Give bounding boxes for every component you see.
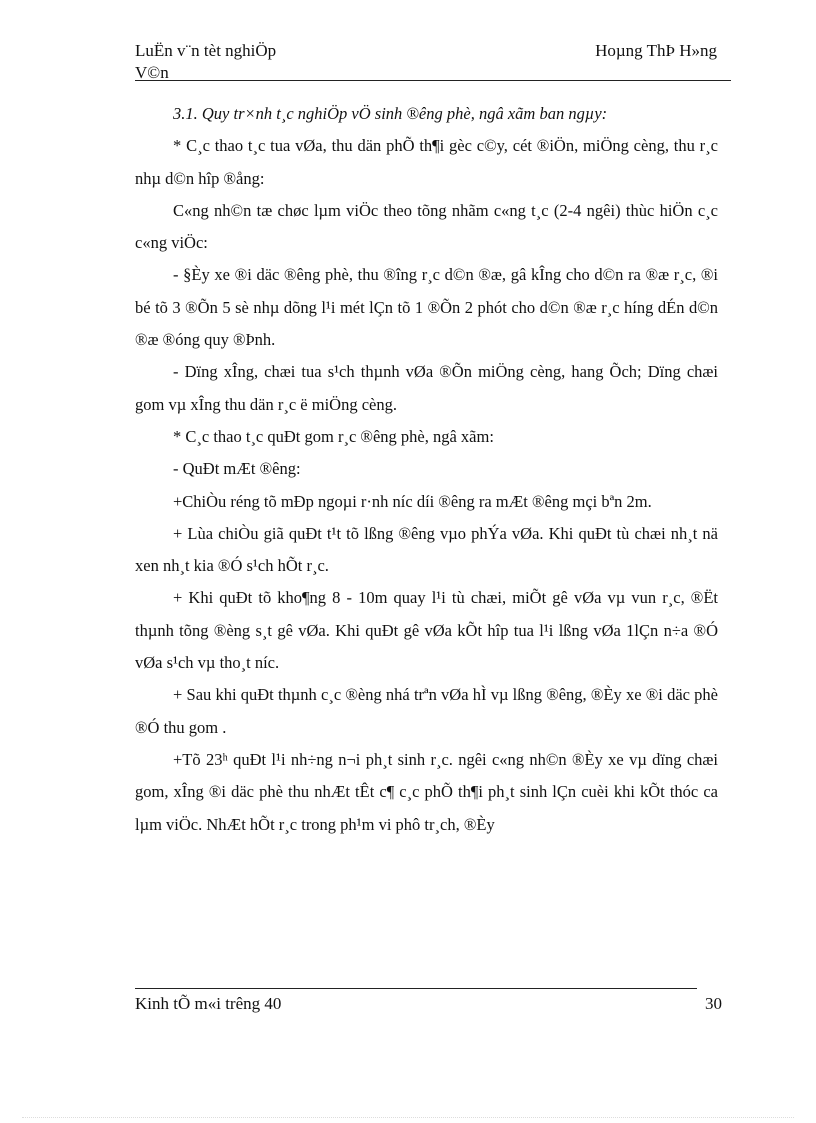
paragraph: - QuÐt mÆt ®êng: xyxy=(173,459,301,479)
header-author: Hoµng ThÞ H»ng xyxy=(595,41,717,60)
paragraph: * C¸c thao t¸c quÐt gom r¸c ®êng phè, ngâ xãm: xyxy=(173,426,494,446)
page-header xyxy=(135,38,731,81)
paragraph: +ChiÒu réng tõ mÐp ngoµi r·nh níc díi ®êng ra mÆt ®êng mçi bªn 2m. xyxy=(173,491,652,511)
paragraph: + Lùa chiÒu giã quÐt t¹t tõ lßng ®êng vµo phÝa vØa. Khi quÐt tù chæi nh¸t nä xen nh¸t kia ®Ó s¹ch hÕt r¸c. xyxy=(135,523,718,576)
header-thesis-title-cont: V©n xyxy=(135,63,169,82)
header-thesis-title: LuËn v¨n tèt nghiÖp xyxy=(135,41,277,60)
page-number: 30 xyxy=(705,994,722,1013)
paragraph: * C¸c thao t¸c tua vØa, thu dän phÕ th¶i gèc c©y, cét ®iÖn, miÖng cèng, thu r¸c nhµ d©n hîp ®ång: xyxy=(135,136,718,188)
page-edge-divider xyxy=(22,1117,794,1118)
page-body xyxy=(135,98,718,841)
paragraph: C«ng nh©n tæ chøc lµm viÖc theo tõng nhãm c«ng t¸c (2-4 ngêi) thùc hiÖn c¸c c«ng viÖc: xyxy=(135,200,718,253)
paragraph: - §Èy xe ®i däc ®êng phè, thu ®îng r¸c d©n ®æ, gâ kÎng cho d©n ra ®æ r¸c, ®i bé tõ 3 ®Õn 5 sè nhµ dõng l¹i mét lÇn tõ 1 ®Õn 2 phót cho d©n ®æ r¸c híng dÉn d©n ®æ ®óng quy ®Þnh. xyxy=(135,265,718,350)
paragraph: + Khi quÐt tõ kho¶ng 8 - 10m quay l¹i tù chæi, miÕt gê vØa vµ vun r¸c, ®Ët thµnh tõng ®èng s¸t gê vØa. Khi quÐt gê vØa kÕt hîp tua l¹i lßng vØa 1lÇn n÷a ®Ó vØa s¹ch vµ tho¸t níc. xyxy=(135,588,718,673)
paragraph: + Sau khi quÐt thµnh c¸c ®èng nhá trªn vØa hÌ vµ lßng ®êng, ®Èy xe ®i däc phè ®Ó thu gom . xyxy=(135,685,718,737)
header-left xyxy=(135,40,395,84)
paragraph: +Tõ 23ʰ quÐt l¹i nh÷ng n¬i ph¸t sinh r¸c. ngêi c«ng nh©n ®Èy xe vµ dïng chæi gom, xÎng ®i däc phè thu nhÆt tÊt c¶ c¸c phÕ th¶i ph¸t sinh lÇn cuèi khi kÕt thóc ca lµm viÖc. NhÆt hÕt r¸c trong ph¹m vi phô tr¸ch, ®Èy xyxy=(135,749,718,834)
footer-title: Kinh tÕ m«i trêng 40 xyxy=(135,994,282,1013)
footer-divider xyxy=(135,988,697,989)
paragraph: - Dïng xÎng, chæi tua s¹ch thµnh vØa ®Õn miÖng cèng, hang Õch; Dïng chæi gom vµ xÎng thu dän r¸c ë miÖng cèng. xyxy=(135,362,718,414)
section-heading: 3.1. Quy tr×nh t¸c nghiÖp vÖ sinh ®êng phè, ngâ xãm ban ngµy: xyxy=(173,104,608,123)
